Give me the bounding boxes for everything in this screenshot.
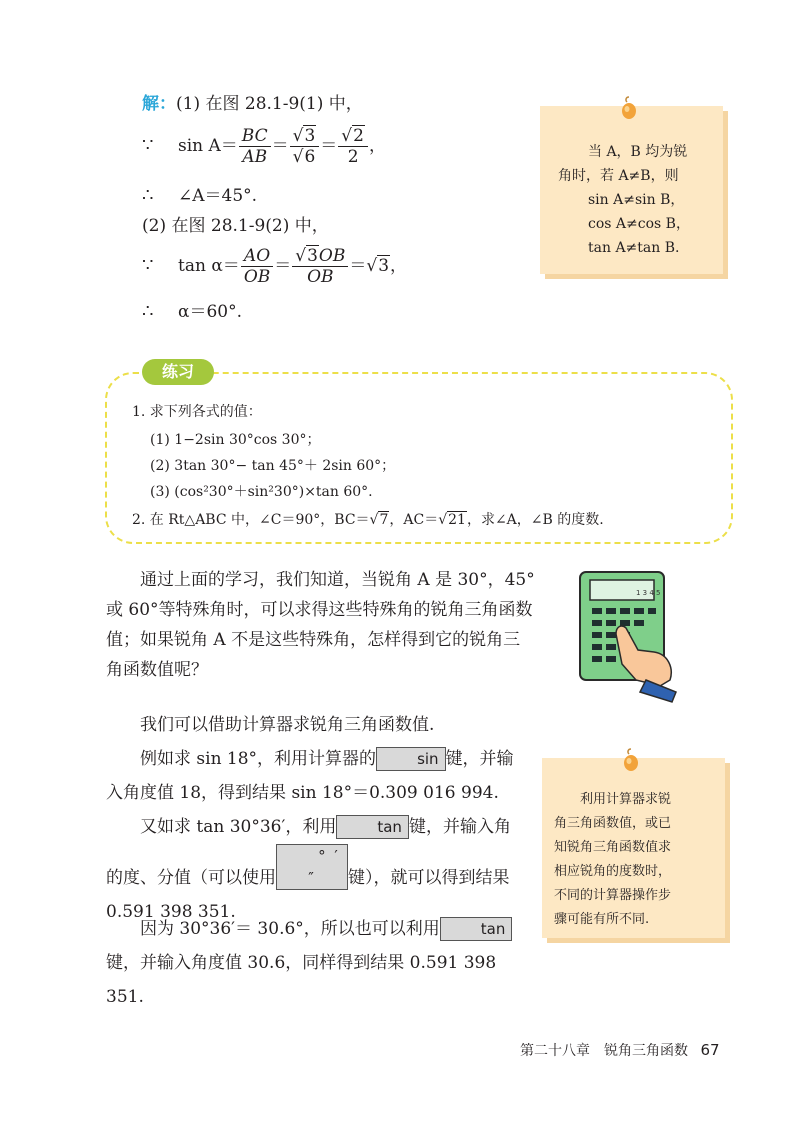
side-note-angles: 当 A，B 均为锐 角时，若 A≠B，则 sin A≠sin B， cos A≠cos B， tan A≠tan B. <box>540 106 723 274</box>
fraction-root2-2: $\frac{√2}{2}$ <box>338 126 368 167</box>
exercise-1-2: (2) 3tan 30°− tan 45°＋ 2sin 60°； <box>150 458 396 474</box>
alpha-result: ∴ α＝60°. <box>142 301 243 322</box>
fraction-root3-root6: $\frac{√3}{√6}$ <box>290 126 320 167</box>
fraction-root3ob-ob: $\frac{√3OB}{OB}$ <box>292 246 348 287</box>
footer <box>520 1040 720 1060</box>
pushpin-icon <box>622 748 640 772</box>
fraction-ao-ob: $\frac{AO}{OB}$ <box>241 246 273 287</box>
sin-equation: ∵ sin A＝ $\frac{BC}{AB}$ ＝ $\frac{√3}{√6}$ ＝ $\frac{√2}{2}$ ， <box>142 126 386 167</box>
solution-line-1 <box>142 92 363 116</box>
calculator-display: 1 3 4 5 <box>636 589 661 597</box>
sin-key: sin <box>376 747 446 771</box>
fraction-bc-ab: $\frac{BC}{AB}$ <box>239 126 271 167</box>
practice-tag: 练习 <box>142 359 214 385</box>
therefore-symbol: ∴ <box>142 301 154 322</box>
exercise-1-3: (3) (cos²30°＋sin²30°)×tan 60°. <box>150 484 373 500</box>
therefore-symbol: ∴ <box>142 185 154 206</box>
exercise-2: 2. 在 Rt△ABC 中，∠C＝90°，BC＝√7，AC＝√21，求∠A，∠B 的度数. <box>132 512 604 528</box>
solution-label: 解： <box>142 94 176 114</box>
tan-equation: ∵ tan α＝ $\frac{AO}{OB}$ ＝ $\frac{√3OB}{OB}$ ＝√3， <box>142 246 408 287</box>
tan-key-2: tan <box>440 917 513 941</box>
body-paragraph-1: 我们可以借助计算器求锐角三角函数值. <box>140 715 435 735</box>
exercise-1-1: (1) 1−2sin 30°cos 30°； <box>150 432 321 448</box>
tan-key: tan <box>336 815 409 839</box>
dms-key: ° ′ ″ <box>276 844 348 890</box>
intro-paragraph: 通过上面的学习，我们知道，当锐角 A 是 30°，45°或 60°等特殊角时，可以求得这些特殊角的锐角三角函数值；如果锐角 A 不是这些特殊角，怎样得到它的锐角三角函数值呢？ <box>106 570 535 680</box>
exercise-1: 1. 求下列各式的值： <box>132 404 262 420</box>
body-paragraph-4: 因为 30°36′＝ 30.6°，所以也可以利用 tan键，并输入角度值 30.6，同样得到结果 0.591 398 351. <box>106 912 526 1014</box>
chapter-title: 第二十八章 锐角三角函数 <box>520 1043 688 1059</box>
angle-a-result: ∴ ∠A＝45°. <box>142 185 258 206</box>
side-note-calculator: 利用计算器求锐 角三角函数值，或已 知锐角三角函数值求 相应锐角的度数时， 不同的计算器操作步 骤可能有所不同. <box>542 758 725 938</box>
body-paragraph-2: 例如求 sin 18°，利用计算器的 sin 键，并输入角度值 18，得到结果 sin 18°＝0.309 016 994. <box>106 749 514 803</box>
page-number: 67 <box>700 1041 720 1059</box>
because-symbol: ∵ <box>142 135 154 156</box>
calculator-icon <box>576 568 684 704</box>
because-symbol: ∵ <box>142 255 154 276</box>
part1-intro: (1) 在图 28.1-9(1) 中， <box>176 94 363 114</box>
pushpin-icon <box>620 96 638 120</box>
part2-intro: (2) 在图 28.1-9(2) 中， <box>142 216 329 236</box>
body-paragraph-3: 又如求 tan 30°36′，利用 tan 键，并输入角的度、分值（可以使用° ′ ″ 键），就可以得到结果 0.591 398 351. <box>106 817 511 922</box>
